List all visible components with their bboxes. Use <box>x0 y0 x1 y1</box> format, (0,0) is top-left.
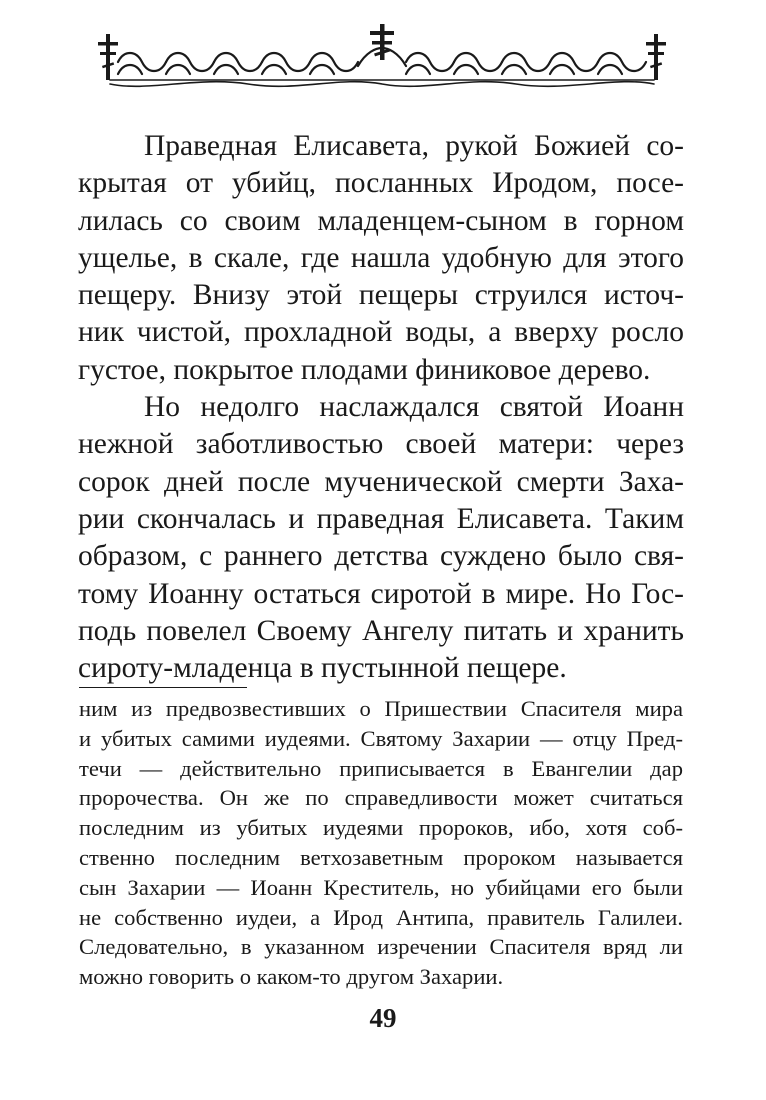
footnote-line: Следовательно, в указанном изречении Спасителя вряд ли <box>79 934 683 960</box>
footnote-line: пророчества. Он же по справедливости может считаться <box>79 785 683 811</box>
text-line: рии скончалась и праведная Елисавета. Таким <box>78 502 684 535</box>
text-line: Праведная Елисавета, рукой Божией со- <box>144 130 684 162</box>
text-line: Но недолго наслаждался святой Иоанн <box>144 391 684 424</box>
text-line: сорок дней после мученической смерти Заха- <box>78 465 684 498</box>
footnote-line: и убитых самими иудеями. Святому Захарии — отцу Пред- <box>79 725 683 751</box>
text-line: подь повелел Своему Ангелу питать и хранить <box>78 614 684 647</box>
text-line: сироту-младенца в пустынной пещере. <box>78 652 567 685</box>
text-line: густое, покрытое плодами финиковое дерево. <box>78 353 651 386</box>
footnote-line: ственно последним ветхозаветным пророком называется <box>79 844 683 870</box>
text-line: пещеру. Внизу этой пещеры струился источ- <box>78 279 684 312</box>
text-line: нежной заботливостью своей матери: через <box>78 428 684 461</box>
text-line: тому Иоанну остаться сиротой в мире. Но Гос- <box>78 577 684 610</box>
footnote-line: сын Захарии — Иоанн Креститель, но убийцами его были <box>79 874 683 900</box>
footnote-line: ним из предвозвестивших о Пришествии Спасителя мира <box>79 696 683 721</box>
main-text-block <box>78 128 684 687</box>
footnote-line: можно говорить о каком-то другом Захарии. <box>79 964 504 990</box>
footnote-divider <box>79 687 247 688</box>
footnote-line: не собственно иудеи, а Ирод Антипа, правитель Галилеи. <box>79 904 683 930</box>
text-line: ущелье, в скале, где нашла удобную для этого <box>78 241 684 274</box>
footnote-block <box>79 694 683 992</box>
page-number: 49 <box>369 1003 397 1033</box>
text-line: лилась со своим младенцем-сыном в горном <box>78 204 684 237</box>
footnote-line: последним из убитых иудеями пророков, ибо, хотя соб- <box>79 815 683 841</box>
header-ornament <box>88 22 676 96</box>
footnote-line: течи — действительно приписывается в Евангелии дар <box>79 755 683 781</box>
text-line: образом, с раннего детства суждено было свя- <box>78 540 684 573</box>
text-line: ник чистой, прохладной воды, а вверху росло <box>78 316 684 349</box>
text-line: крытая от убийц, посланных Иродом, посе- <box>78 167 684 200</box>
